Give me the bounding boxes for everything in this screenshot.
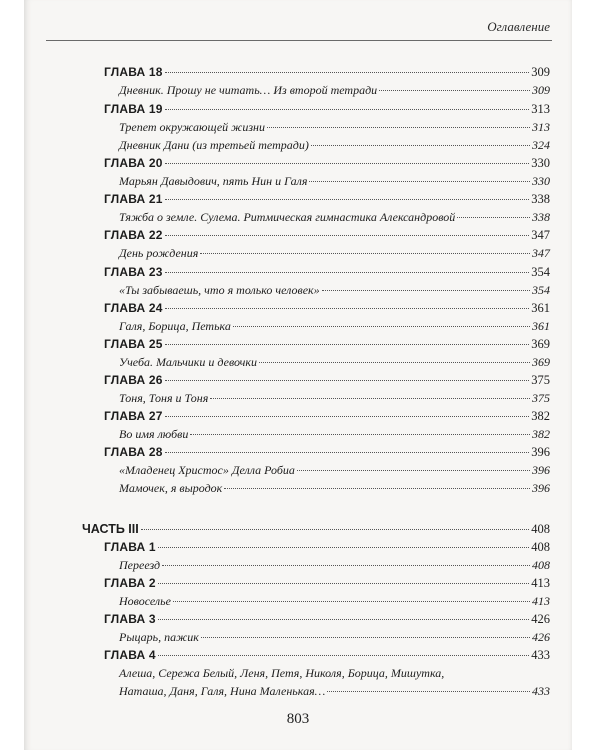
toc-chapter-23 [104,263,550,281]
dot-leader [210,398,530,399]
page-number: 347 [531,228,550,242]
page-number: 426 [532,630,550,644]
page-number: 338 [531,192,550,206]
toc-chapter-3 [104,610,550,628]
chapter-label: ГЛАВА 28 [104,445,163,459]
dot-leader [158,619,530,620]
page-number: 413 [532,594,550,608]
entry-title: Галя, Борица, Петька [119,319,231,333]
toc-chapter-25 [104,335,550,353]
running-title: Оглавление [487,19,550,34]
entry-title: Дневник. Прошу не читать… Из второй тетради [119,83,378,97]
page-number: 324 [532,138,550,152]
toc-chapter-18 [104,63,550,81]
toc-entry [119,317,550,335]
entry-title: Наташа, Даня, Галя, Нина Маленькая… [119,684,326,698]
dot-leader [165,308,530,309]
page-number: 313 [532,120,550,134]
chapter-label: ГЛАВА 3 [104,612,156,626]
dot-leader [309,181,530,182]
chapter-label: ГЛАВА 21 [104,192,163,206]
toc-entry [119,172,550,190]
toc-entry [119,479,550,497]
page-number: 408 [532,558,550,572]
page-folio: 803 [286,711,310,727]
entry-title: Новоселье [119,594,171,608]
dot-leader [165,344,530,345]
page-number: 369 [531,337,550,351]
dot-leader [190,434,530,435]
chapter-label: ГЛАВА 22 [104,228,163,242]
dot-leader [165,199,530,200]
page-number: 313 [531,102,550,116]
chapter-label: ГЛАВА 25 [104,337,163,351]
page-number: 369 [532,355,550,369]
page-number: 375 [531,373,550,387]
dot-leader [158,547,530,548]
toc-chapter-26 [104,371,550,389]
toc-chapter-28 [104,443,550,461]
dot-leader [201,637,530,638]
entry-title: Мамочек, я выродок [119,481,223,495]
page-number: 361 [532,319,550,333]
dot-leader [165,163,530,164]
chapter-label: ГЛАВА 26 [104,373,163,387]
dot-leader [165,380,530,381]
chapter-label: ГЛАВА 1 [104,540,156,554]
toc-entry [119,244,550,262]
chapter-label: ГЛАВА 20 [104,156,163,170]
page-number: 309 [531,65,550,79]
entry-title: «Младенец Христос» Делла Робиа [119,463,295,477]
chapter-label: ГЛАВА 24 [104,301,163,315]
page-number: 338 [532,210,550,224]
entry-title: Рыцарь, пажик [119,630,199,644]
toc-chapter-4 [104,646,550,664]
page-number: 396 [531,445,550,459]
dot-leader [165,272,530,273]
entry-title: «Ты забываешь, что я только человек» [119,283,320,297]
toc-chapter-24 [104,299,550,317]
page-number: 433 [532,684,550,698]
toc-entry [119,461,550,479]
page-number: 382 [531,409,550,423]
toc-entry [119,389,550,407]
dot-leader [297,470,530,471]
header-rule [46,40,552,41]
dot-leader [141,529,530,530]
toc-entry [119,136,550,154]
dot-leader [162,565,530,566]
dot-leader [327,691,530,692]
toc-entry [119,208,550,226]
entry-title-line1: Алеша, Сережа Белый, Леня, Петя, Николя, Борица, Мишутка, [119,666,445,680]
toc-chapter-19 [104,100,550,118]
toc-entry [119,592,550,610]
dot-leader [311,145,530,146]
page-number: 408 [531,522,550,536]
toc-chapter-1 [104,538,550,556]
chapter-label: ГЛАВА 18 [104,65,163,79]
toc-chapter-22 [104,226,550,244]
chapter-label: ГЛАВА 4 [104,648,156,662]
dot-leader [158,655,530,656]
toc-entry [119,118,550,136]
toc-entry [119,353,550,371]
dot-leader [259,362,530,363]
page-number: 382 [532,427,550,441]
part-label: ЧАСТЬ III [82,522,139,536]
page-number: 413 [531,576,550,590]
entry-title: Трепет окружающей жизни [119,120,265,134]
dot-leader [158,583,530,584]
dot-leader [165,72,530,73]
chapter-label: ГЛАВА 2 [104,576,156,590]
dot-leader [457,217,530,218]
chapter-label: ГЛАВА 23 [104,265,163,279]
book-page [24,0,572,750]
entry-title: День рождения [119,246,199,260]
toc-entry [119,556,550,574]
dot-leader [379,90,530,91]
toc-chapter-2 [104,574,550,592]
toc-chapter-27 [104,407,550,425]
chapter-label: ГЛАВА 19 [104,102,163,116]
dot-leader [165,452,530,453]
dot-leader [267,127,530,128]
page-number: 354 [532,283,550,297]
page-number: 408 [531,540,550,554]
toc-part-3 [82,520,550,538]
page-number: 396 [532,463,550,477]
toc-entry [119,425,550,443]
page-number: 433 [531,648,550,662]
entry-title: Тоня, Тоня и Тоня [119,391,209,405]
page-number: 396 [532,481,550,495]
entry-title: Марьян Давыдович, пять Нин и Галя [119,174,308,188]
page-number: 361 [531,301,550,315]
page-number: 375 [532,391,550,405]
entry-title: Во имя любви [119,427,189,441]
chapter-label: ГЛАВА 27 [104,409,163,423]
entry-title: Дневник Дани (из третьей тетради) [119,138,309,152]
entry-title: Переезд [119,558,161,572]
dot-leader [173,601,530,602]
page-number: 330 [531,156,550,170]
page-number: 309 [532,83,550,97]
toc-entry [119,281,550,299]
dot-leader [322,290,530,291]
toc-chapter-21 [104,190,550,208]
page-number: 330 [532,174,550,188]
toc-entry [119,81,550,99]
toc-chapter-20 [104,154,550,172]
dot-leader [165,235,530,236]
entry-title: Учеба. Мальчики и девочки [119,355,258,369]
dot-leader [165,416,530,417]
dot-leader [200,253,530,254]
dot-leader [224,488,530,489]
toc-entry [119,682,550,700]
dot-leader [233,326,530,327]
page-number: 347 [532,246,550,260]
page-number: 354 [531,265,550,279]
entry-title: Тяжба о земле. Сулема. Ритмическая гимнастика Александровой [119,210,456,224]
dot-leader [165,109,530,110]
toc-entry [119,628,550,646]
page-number: 426 [531,612,550,626]
